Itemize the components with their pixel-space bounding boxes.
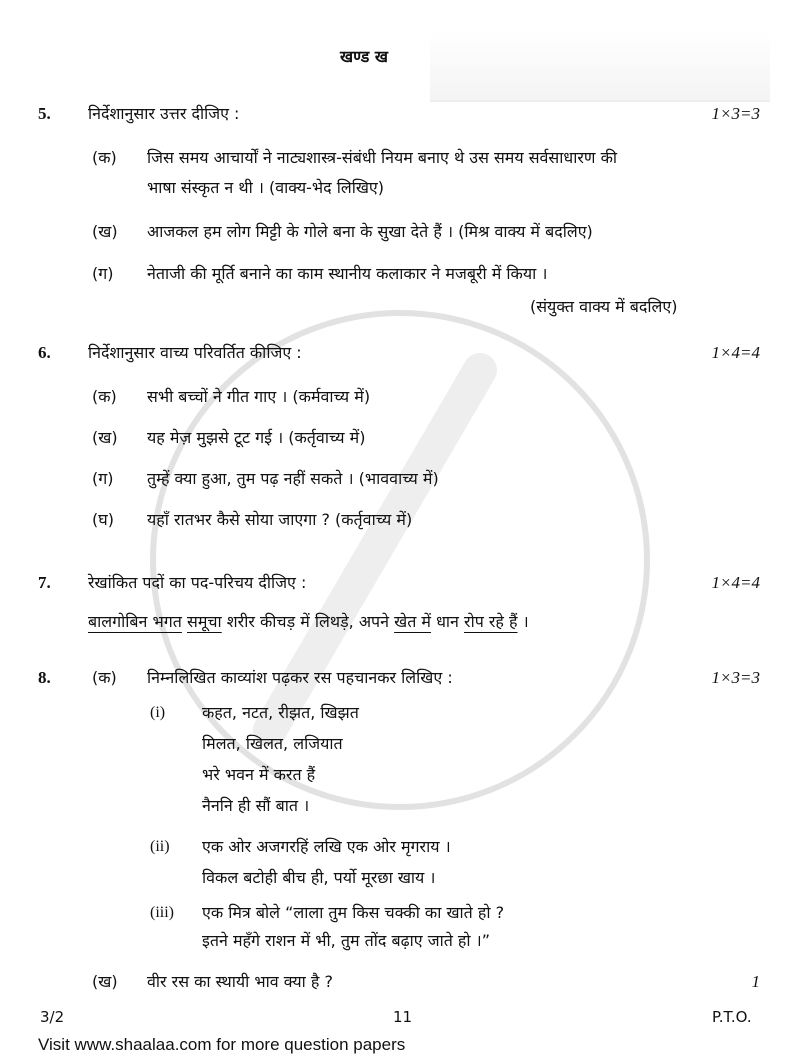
verse-label: (iii) [150, 904, 174, 921]
verse-line: नैननि ही सौं बात । [202, 796, 310, 815]
question-number: 8. [38, 668, 51, 687]
visit-link[interactable]: Visit www.shaalaa.com for more question papers [38, 1035, 406, 1054]
part-text: यह मेज़ मुझसे टूट गई । (कर्तृवाच्य में) [147, 428, 366, 447]
underlined-sentence [88, 612, 529, 632]
question-prompt: निर्देशानुसार वाच्य परिवर्तित कीजिए : [88, 343, 302, 362]
part-label: (ख) [92, 972, 118, 991]
question-marks: 1×3=3 [711, 668, 760, 687]
part-text: भाषा संस्कृत न थी । (वाक्य-भेद लिखिए) [147, 178, 385, 197]
question-number: 6. [38, 343, 51, 362]
underlined-term: खेत में [394, 612, 431, 631]
part-label: (क) [92, 148, 117, 167]
part-label: (ग) [92, 469, 114, 488]
part-text: वीर रस का स्थायी भाव क्या है ? [147, 972, 333, 991]
question-prompt: निम्नलिखित काव्यांश पढ़कर रस पहचानकर लिखिए : [147, 668, 453, 687]
part-label: (ख) [92, 428, 118, 447]
part-text: तुम्हें क्या हुआ, तुम पढ़ नहीं सकते । (भाववाच्य में) [147, 469, 439, 488]
section-title: खण्ड ख [340, 47, 388, 66]
underlined-term: बालगोबिन भगत [88, 612, 182, 631]
verse-line: एक ओर अजगरहिं लखि एक ओर मृगराय । [202, 837, 451, 856]
sentence-text: शरीर कीचड़ में लिथड़े, अपने [221, 612, 395, 631]
part-text: जिस समय आचार्यों ने नाट्यशास्त्र-संबंधी नियम बनाए थे उस समय सर्वसाधारण की [147, 148, 618, 167]
verse-label: (i) [150, 704, 166, 721]
verse-line: इतने महँगे राशन में भी, तुम तोंद बढ़ाए जाते हो ।” [202, 931, 490, 950]
question-marks: 1 [751, 972, 760, 991]
part-label: (क) [92, 387, 117, 406]
question-number: 7. [38, 573, 51, 592]
question-prompt: निर्देशानुसार उत्तर दीजिए : [88, 104, 240, 123]
scan-shadow [430, 30, 770, 102]
sentence-text: । [517, 612, 529, 631]
verse-line: कहत, नटत, रीझत, खिझत [202, 703, 359, 722]
part-text: सभी बच्चों ने गीत गाए । (कर्मवाच्य में) [147, 387, 371, 406]
question-marks: 1×4=4 [711, 573, 760, 592]
question-prompt: रेखांकित पदों का पद-परिचय दीजिए : [88, 573, 307, 592]
part-label: (ग) [92, 264, 114, 283]
underlined-term: रोप रहे हैं [464, 612, 518, 631]
verse-line: विकल बटोही बीच ही, पर्यो मूरछा खाय । [202, 868, 436, 887]
part-text: नेताजी की मूर्ति बनाने का काम स्थानीय कलाकार ने मजबूरी में किया । [147, 264, 548, 283]
question-marks: 1×4=4 [711, 343, 760, 362]
question-number: 5. [38, 104, 51, 123]
verse-line: एक मित्र बोले “लाला तुम किस चक्की का खाते हो ? [202, 903, 505, 922]
part-text: आजकल हम लोग मिट्टी के गोले बना के सुखा देते हैं । (मिश्र वाक्य में बदलिए) [147, 222, 593, 241]
part-label: (ख) [92, 222, 118, 241]
pto-label: P.T.O. [712, 1008, 752, 1026]
question-marks: 1×3=3 [711, 104, 760, 123]
paper-code: 3/2 [40, 1008, 65, 1026]
verse-line: भरे भवन में करत हैं [202, 765, 316, 784]
page-number: 11 [393, 1008, 413, 1026]
part-text: (संयुक्त वाक्य में बदलिए) [530, 297, 678, 316]
part-label: (क) [92, 668, 117, 687]
verse-line: मिलत, खिलत, लजियात [202, 734, 343, 753]
verse-label: (ii) [150, 838, 170, 855]
sentence-text: धान [430, 612, 465, 631]
part-text: यहाँ रातभर कैसे सोया जाएगा ? (कर्तृवाच्य में) [147, 510, 413, 529]
underlined-term: समूचा [187, 612, 222, 631]
part-label: (घ) [92, 510, 114, 529]
